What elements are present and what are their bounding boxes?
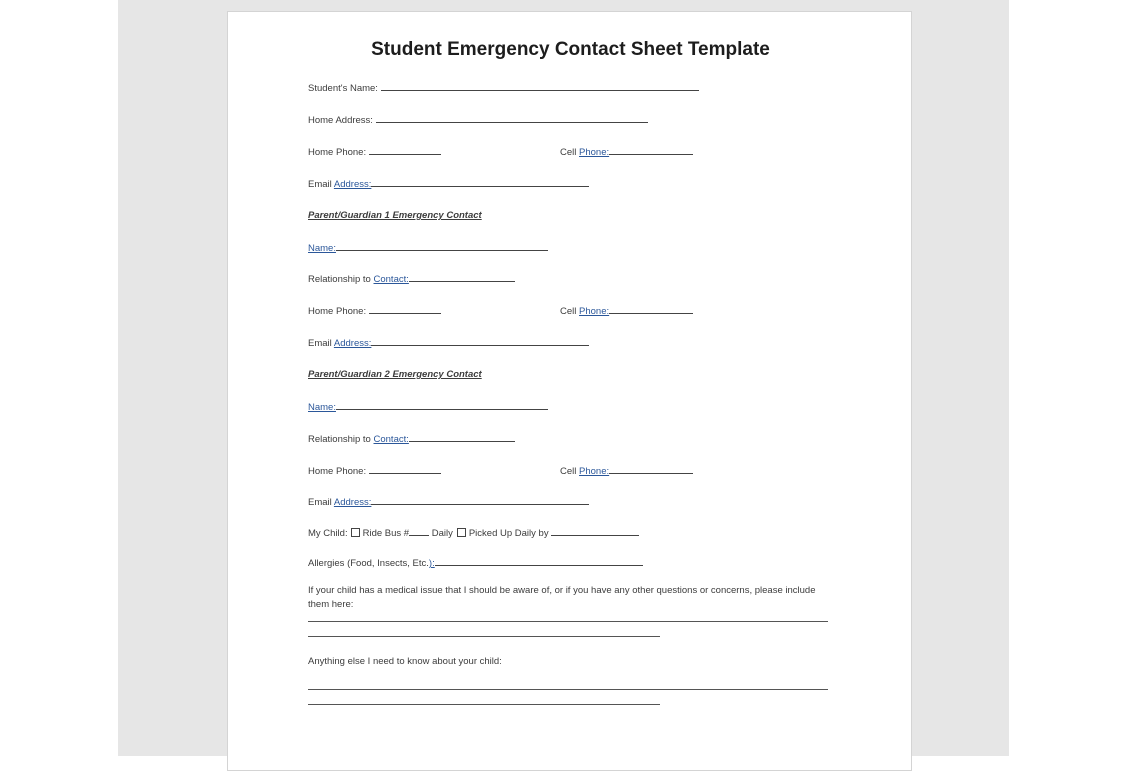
allergies-link[interactable]: ): <box>428 558 435 569</box>
guardian2-email-label: Email <box>308 497 332 508</box>
home-phone-label: Home Phone: <box>308 147 367 158</box>
guardian1-name-link[interactable]: Name: <box>308 243 336 254</box>
guardian1-relationship-field[interactable] <box>409 273 515 282</box>
guardian1-email-label: Email <box>308 338 332 349</box>
student-name-label: Student's Name: <box>308 83 378 94</box>
guardian2-relationship-label: Relationship to <box>308 434 371 445</box>
guardian1-home-phone-row <box>308 305 441 317</box>
anything-else-line-1[interactable] <box>308 689 828 690</box>
guardian2-email-row <box>308 496 589 508</box>
allergies-field[interactable] <box>435 557 643 566</box>
guardian2-cell-field[interactable] <box>609 465 693 474</box>
guardian1-home-phone-field[interactable] <box>369 305 441 314</box>
document-title: Student Emergency Contact Sheet Template <box>371 39 770 60</box>
guardian2-home-phone-row <box>308 465 441 477</box>
cell-phone-field[interactable] <box>609 146 693 155</box>
my-child-label: My Child: <box>308 528 348 539</box>
daily-label: Daily <box>431 528 453 539</box>
picked-up-by-field[interactable] <box>551 527 639 536</box>
bus-number-field[interactable] <box>409 527 429 536</box>
guardian2-relationship-row <box>308 433 515 445</box>
guardian1-home-phone-label: Home Phone: <box>308 306 367 317</box>
document-page <box>227 11 912 771</box>
transport-row <box>308 527 639 539</box>
guardian2-cell-label: Cell <box>560 466 577 477</box>
medical-question-text: If your child has a medical issue that I should be aware of, or if you have any other questions or concerns, please include them here: <box>308 585 816 610</box>
guardian1-cell-label: Cell <box>560 306 577 317</box>
medical-answer-line-1[interactable] <box>308 621 828 622</box>
ride-bus-label: Ride Bus # <box>362 528 410 539</box>
guardian2-heading: Parent/Guardian 2 Emergency Contact <box>308 369 482 380</box>
email-field[interactable] <box>371 178 589 187</box>
guardian1-name-field[interactable] <box>336 242 548 251</box>
guardian2-home-phone-label: Home Phone: <box>308 466 367 477</box>
cell-label: Cell <box>560 147 577 158</box>
home-address-field[interactable] <box>376 114 648 123</box>
ride-bus-checkbox[interactable] <box>351 528 360 537</box>
guardian1-heading: Parent/Guardian 1 Emergency Contact <box>308 210 482 221</box>
anything-else-line-2[interactable] <box>308 704 660 705</box>
guardian2-contact-link[interactable]: Contact: <box>373 434 409 445</box>
guardian2-cell-row <box>560 465 693 477</box>
guardian1-cell-row <box>560 305 693 317</box>
guardian1-email-row <box>308 337 589 349</box>
guardian2-name-row <box>308 401 548 413</box>
student-name-field[interactable] <box>381 82 699 91</box>
guardian2-email-field[interactable] <box>371 496 589 505</box>
guardian1-email-link[interactable]: Address: <box>333 338 372 349</box>
guardian2-home-phone-field[interactable] <box>369 465 441 474</box>
guardian2-name-field[interactable] <box>336 401 548 410</box>
medical-answer-line-2[interactable] <box>308 636 660 637</box>
guardian1-email-field[interactable] <box>371 337 589 346</box>
picked-up-label: Picked Up Daily by <box>468 528 549 539</box>
home-address-label: Home Address: <box>308 115 373 126</box>
allergies-label: Allergies (Food, Insects, Etc. <box>308 558 429 569</box>
guardian1-contact-link[interactable]: Contact: <box>373 274 409 285</box>
guardian1-cell-link[interactable]: Phone: <box>579 306 610 317</box>
picked-up-checkbox[interactable] <box>457 528 466 537</box>
guardian2-cell-link[interactable]: Phone: <box>579 466 610 477</box>
home-address-row <box>308 114 648 126</box>
anything-else-label: Anything else I need to know about your child: <box>308 656 502 667</box>
email-row <box>308 178 589 190</box>
guardian2-relationship-field[interactable] <box>409 433 515 442</box>
email-label: Email <box>308 179 332 190</box>
guardian1-cell-field[interactable] <box>609 305 693 314</box>
guardian2-email-link[interactable]: Address: <box>333 497 372 508</box>
allergies-row <box>308 557 643 569</box>
guardian1-name-row <box>308 242 548 254</box>
cell-phone-link[interactable]: Phone: <box>579 147 610 158</box>
guardian1-relationship-label: Relationship to <box>308 274 371 285</box>
guardian2-name-link[interactable]: Name: <box>308 402 336 413</box>
student-name-row <box>308 82 699 94</box>
home-phone-row <box>308 146 441 158</box>
home-phone-field[interactable] <box>369 146 441 155</box>
cell-phone-row <box>560 146 693 158</box>
email-address-link[interactable]: Address: <box>333 179 372 190</box>
guardian1-relationship-row <box>308 273 515 285</box>
